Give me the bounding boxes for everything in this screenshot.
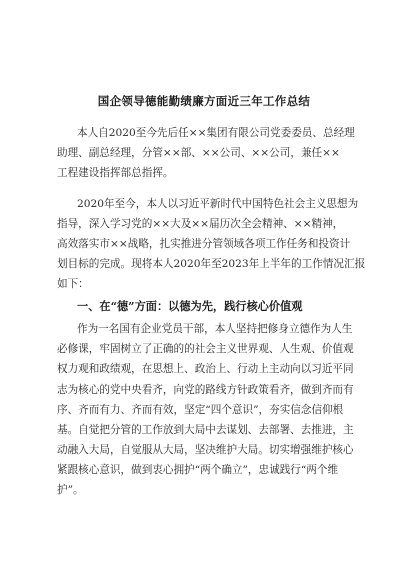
paragraph-line: 作为一名国有企业党员干部，本人坚持把修身立德作为人生 [77, 323, 353, 335]
paragraph-line: 高效落实市××战略，扎实推进分管领域各项工作任务和投资计 [57, 238, 351, 250]
paragraph-line: 工程建设指挥部总指挥。 [57, 167, 174, 179]
paragraph-line: 志为核心的党中央看齐，向党的路线方针政策看齐，做到齐而有 [57, 384, 354, 396]
section-heading: 一、在“德”方面：以德为先，践行核心价值观 [77, 299, 303, 313]
paragraph-line: 序、齐而有力、齐而有效，坚定“四个意识”，夯实信念信仰根 [57, 404, 344, 416]
paragraph-line: 如下： [57, 278, 89, 290]
paragraph-line: 必修课，牢固树立了正确的的社会主义世界观、人生观、价值观 [57, 343, 354, 355]
paragraph-line: 紧跟核心意识，做到衷心拥护“两个确立”，忠诚践行“两个维 [57, 464, 339, 476]
paragraph-line: 护”。 [57, 484, 84, 496]
paragraph-line: 划目标的完成。现将本人2020年至2023年上半年的工作情况汇报 [57, 258, 366, 270]
document-title: 国企领导德能勤绩廉方面近三年工作总结 [97, 94, 311, 108]
paragraph-line: 权力观和政绩观，在思想上、政治上、行动上主动向以习近平同 [57, 363, 354, 375]
paragraph-line: 指导，深入学习党的××大及××届历次全会精神、××精神， [57, 218, 344, 230]
paragraph-line: 2020年至今，本人以习近平新时代中国特色社会主义思想为 [77, 198, 359, 210]
paragraph-line: 本人自2020至今先后任××集团有限公司党委委员、总经理 [77, 127, 355, 139]
paragraph-line: 基。自觉把分管的工作放到大局中去谋划、去部署、去推进，主 [57, 424, 354, 436]
paragraph-line: 助理、副总经理，分管××部、××公司、××公司，兼任×× [57, 147, 340, 159]
paragraph-line: 动融入大局，自觉服从大局，坚决维护大局。切实增强维护核心 [57, 444, 354, 456]
